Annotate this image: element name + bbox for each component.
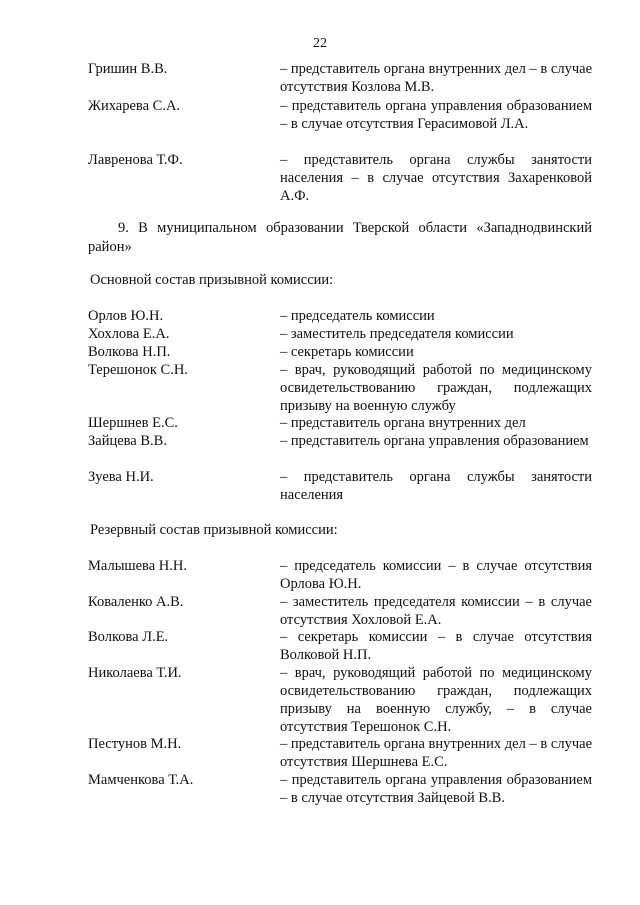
page-number: 22: [313, 36, 327, 51]
member-role: – председатель комиссии – в случае отсутствия Орлова Ю.Н.: [280, 558, 592, 592]
member-name: Малышева Н.Н.: [88, 558, 187, 574]
member-name: Жихарева С.А.: [88, 98, 181, 114]
member-name: Гришин В.В.: [88, 61, 168, 77]
member-role: – представитель органа службы занятости населения: [280, 469, 592, 503]
member-name: Шершнев Е.С.: [88, 415, 178, 431]
member-name: Пестунов М.Н.: [88, 736, 182, 752]
member-name: Николаева Т.И.: [88, 665, 182, 681]
section-heading: 9. В муниципальном образовании Тверской области «Западнодвинский район»: [88, 220, 592, 255]
member-role: – врач, руководящий работой по медицинскому освидетельствованию граждан, подлежащих призыву на военную службу, – в случае отсутствия Терешонок С.Н.: [280, 665, 592, 735]
member-role: – секретарь комиссии: [280, 344, 414, 360]
member-name: Лавренова Т.Ф.: [88, 152, 183, 168]
member-role: – представитель органа управления образованием: [280, 433, 589, 449]
member-role: – заместитель председателя комиссии: [280, 326, 514, 342]
member-name: Терешонок С.Н.: [88, 362, 188, 378]
member-name: Зуева Н.И.: [88, 469, 154, 485]
member-name: Зайцева В.В.: [88, 433, 167, 449]
member-name: Волкова Л.Е.: [88, 629, 169, 645]
member-role: – представитель органа управления образованием – в случае отсутствия Зайцевой В.В.: [280, 772, 592, 806]
member-role: – врач, руководящий работой по медицинскому освидетельствованию граждан, подлежащих призыву на военную службу: [280, 362, 592, 414]
member-role: – председатель комиссии: [280, 308, 435, 324]
member-name: Орлов Ю.Н.: [88, 308, 164, 324]
main-composition-heading: Основной состав призывной комиссии:: [90, 272, 334, 288]
member-name: Коваленко А.В.: [88, 594, 184, 610]
member-role: – представитель органа внутренних дел – в случае отсутствия Козлова М.В.: [280, 61, 592, 95]
member-role: – представитель органа службы занятости населения – в случае отсутствия Захаренковой А.Ф.: [280, 152, 592, 204]
member-role: – представитель органа управления образованием – в случае отсутствия Герасимовой Л.А.: [280, 98, 592, 132]
reserve-composition-heading: Резервный состав призывной комиссии:: [90, 522, 338, 538]
member-role: – представитель органа внутренних дел: [280, 415, 526, 431]
member-role: – заместитель председателя комиссии – в случае отсутствия Хохловой Е.А.: [280, 594, 592, 628]
member-name: Хохлова Е.А.: [88, 326, 170, 342]
member-name: Мамченкова Т.А.: [88, 772, 194, 788]
member-role: – представитель органа внутренних дел – в случае отсутствия Шершнева Е.С.: [280, 736, 592, 770]
member-role: – секретарь комиссии – в случае отсутствия Волковой Н.П.: [280, 629, 592, 663]
member-name: Волкова Н.П.: [88, 344, 171, 360]
